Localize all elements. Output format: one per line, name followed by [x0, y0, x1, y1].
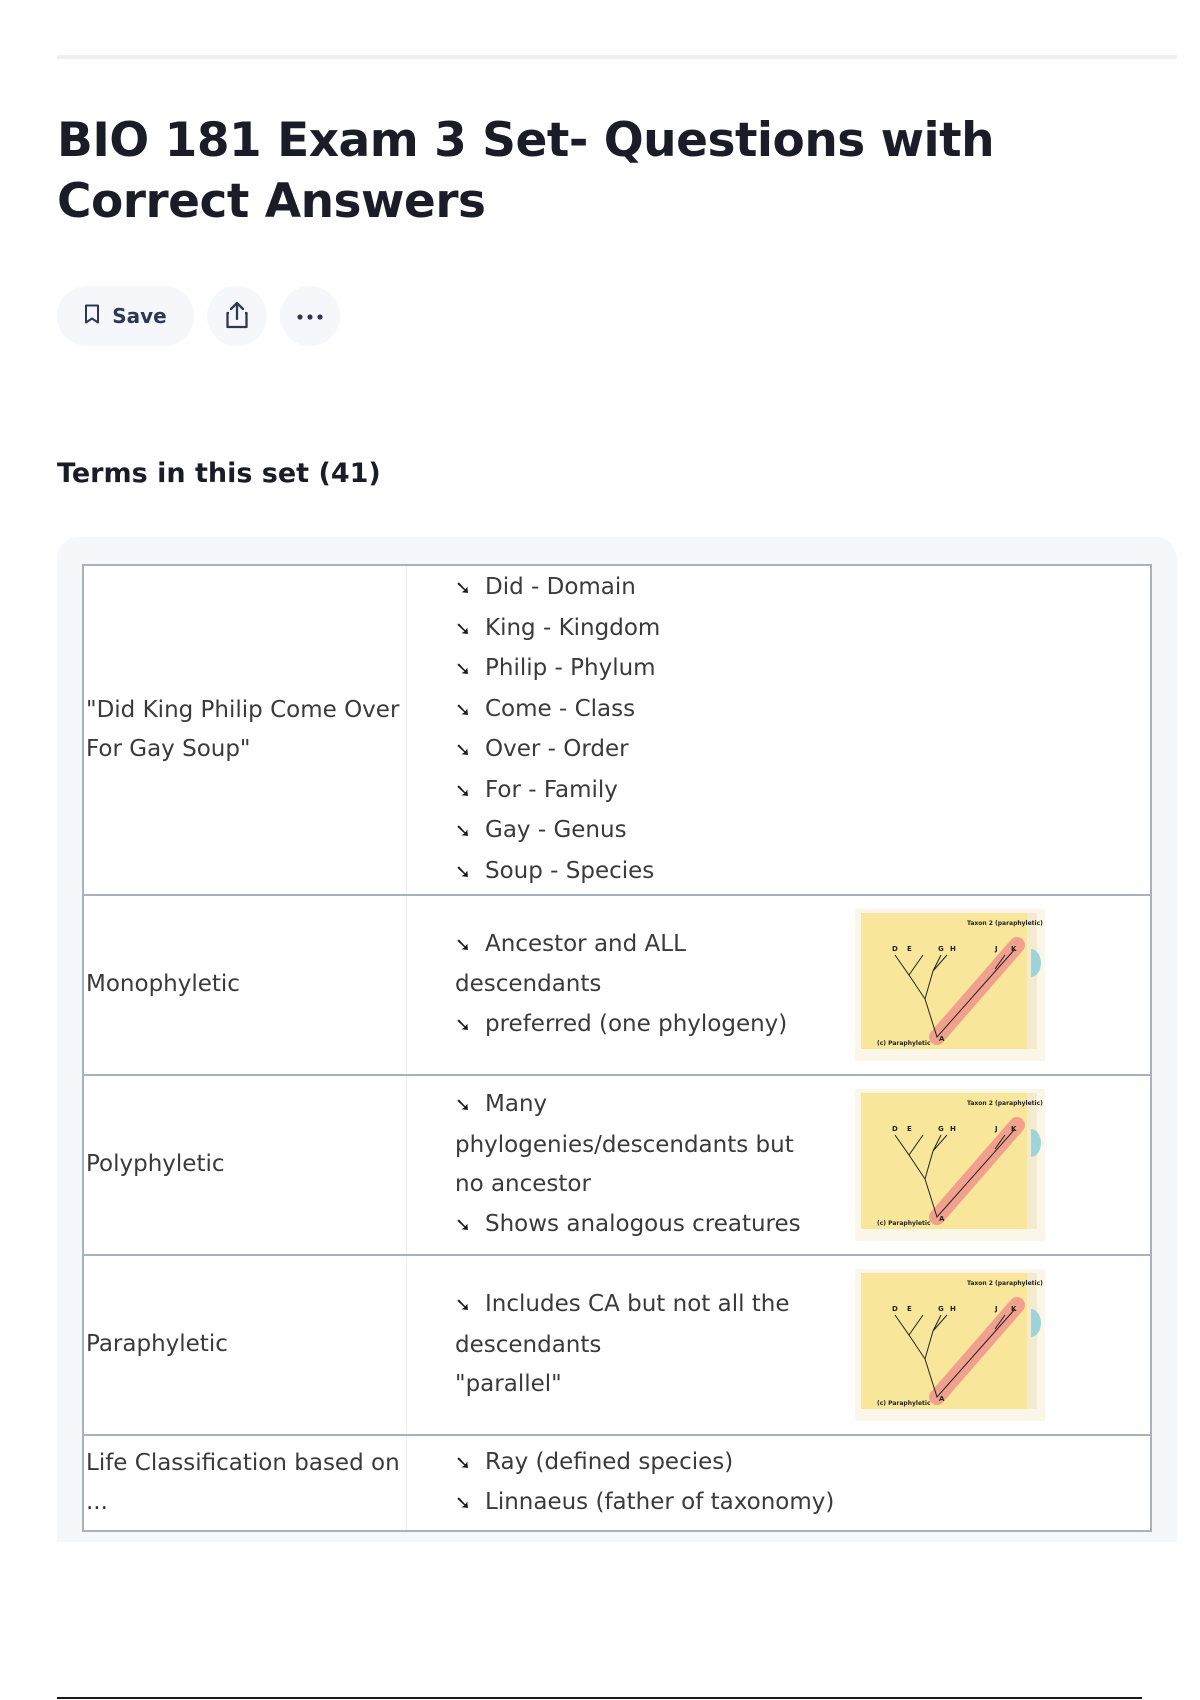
definition-text: Ray (defined species): [485, 1448, 734, 1475]
pushpin-icon: ➘: [455, 658, 471, 680]
definition-text: Soup - Species: [485, 857, 655, 884]
tip-label: G: [938, 1305, 944, 1313]
pushpin-icon: ➘: [455, 1213, 471, 1236]
definition-line: [455, 1126, 855, 1166]
term-text: Polyphyletic: [86, 1151, 225, 1178]
definition-line: [455, 568, 855, 609]
pushpin-icon: ➘: [455, 779, 471, 802]
tip-label: D: [892, 1305, 898, 1313]
definition-text: descendants: [455, 1331, 602, 1358]
definition-line: [455, 925, 855, 966]
tip-label: H: [950, 1125, 956, 1133]
definition-text: "parallel": [455, 1371, 562, 1398]
definition-line: [455, 1483, 855, 1524]
term-cell: [83, 1255, 407, 1435]
definition-line: [455, 1285, 855, 1326]
diagram-caption-bottom: (c) Paraphyletic: [877, 1220, 931, 1227]
definition-text: For - Family: [485, 776, 618, 803]
tip-label: H: [950, 1305, 956, 1313]
pushpin-icon: ➘: [455, 860, 471, 883]
definition-line: [455, 730, 855, 771]
definition-line: [455, 1205, 855, 1246]
pushpin-icon: ➘: [455, 1451, 471, 1474]
definition-line: [455, 1443, 855, 1484]
definition-text: Ancestor and ALL: [485, 930, 686, 957]
definition-text: Philip - Phylum: [485, 655, 656, 681]
definition-text: phylogenies/descendants but: [455, 1131, 794, 1158]
definition-cell: [407, 565, 1152, 895]
pushpin-icon: ➘: [455, 820, 471, 842]
diagram-caption-bottom: (c) Paraphyletic: [877, 1040, 931, 1047]
definition-line: [455, 609, 855, 650]
phylogeny-diagram: [855, 1269, 1045, 1421]
definition-text: Linnaeus (father of taxonomy): [485, 1489, 835, 1515]
term-text: Paraphyletic: [86, 1331, 228, 1358]
term-row: [83, 895, 1151, 1075]
term-row: [83, 1075, 1151, 1255]
ancestor-label: A: [939, 1395, 945, 1403]
term-row: [83, 565, 1151, 895]
term-cell: [83, 565, 407, 895]
tip-label: E: [907, 1125, 912, 1133]
definition-line: [455, 965, 855, 1005]
term-text: Life Classification based on ...: [86, 1449, 400, 1515]
pushpin-icon: ➘: [455, 577, 471, 599]
definition-line: [455, 690, 855, 731]
definition-line: [455, 852, 855, 893]
definition-text: descendants: [455, 971, 602, 998]
tip-label: J: [995, 945, 998, 953]
pushpin-icon: ➘: [455, 933, 471, 956]
definition-cell: [407, 1255, 1152, 1435]
definition-text: Shows analogous creatures: [485, 1210, 801, 1237]
tip-label: E: [907, 1305, 912, 1313]
bottom-divider: [57, 1697, 1142, 1699]
share-icon: [224, 300, 250, 333]
term-row: [83, 1255, 1151, 1435]
definition-line: [455, 1005, 855, 1046]
term-cell: [83, 895, 407, 1075]
ancestor-label: A: [939, 1215, 945, 1223]
term-cell: [83, 1435, 407, 1531]
diagram-caption-top: Taxon 2 (paraphyletic): [967, 1280, 1043, 1287]
definition-text: King - Kingdom: [485, 614, 661, 641]
definition-line: [455, 1365, 855, 1405]
definition-cell: [407, 1075, 1152, 1255]
definition-text: Includes CA but not all the: [485, 1291, 790, 1318]
definition-cell: [407, 1435, 1152, 1531]
terms-table: [82, 564, 1152, 1532]
diagram-caption-top: Taxon 2 (paraphyletic): [967, 1100, 1043, 1107]
phylogeny-diagram: [855, 1089, 1045, 1241]
definition-text: preferred (one phylogeny): [485, 1010, 788, 1037]
definition-text: Did - Domain: [485, 574, 636, 600]
definition-line: [455, 649, 855, 690]
term-text: Monophyletic: [86, 971, 240, 998]
tip-label: J: [995, 1125, 998, 1133]
tip-label: K: [1011, 945, 1017, 953]
definition-text: no ancestor: [455, 1171, 591, 1197]
tip-label: K: [1011, 1125, 1017, 1133]
term-cell: [83, 1075, 407, 1255]
tip-label: E: [907, 945, 912, 953]
pushpin-icon: ➘: [455, 739, 471, 761]
definition-text: Many: [485, 1091, 548, 1117]
pushpin-icon: ➘: [455, 617, 471, 640]
phylogeny-diagram: [855, 909, 1045, 1061]
tip-label: D: [892, 1125, 898, 1133]
pushpin-icon: ➘: [455, 1013, 471, 1036]
share-button[interactable]: [207, 286, 267, 346]
more-options-button[interactable]: [280, 286, 340, 346]
more-horizontal-icon: [296, 309, 324, 324]
definition-line: [455, 1085, 855, 1126]
definition-text: Over - Order: [485, 736, 629, 762]
pushpin-icon: ➘: [455, 698, 471, 721]
bookmark-icon: [84, 304, 100, 329]
page-title: BIO 181 Exam 3 Set- Questions with Correct Answers: [57, 113, 995, 229]
save-button[interactable]: [57, 286, 194, 346]
tip-label: K: [1011, 1305, 1017, 1313]
terms-heading: Terms in this set (41): [57, 458, 381, 489]
tip-label: G: [938, 945, 944, 953]
definition-cell: [407, 895, 1152, 1075]
tip-label: H: [950, 945, 956, 953]
pushpin-icon: ➘: [455, 1294, 471, 1317]
term-text: "Did King Philip Come Over For Gay Soup": [86, 696, 400, 762]
tip-label: D: [892, 945, 898, 953]
definition-line: [455, 1165, 855, 1205]
ancestor-label: A: [939, 1035, 945, 1043]
pushpin-icon: ➘: [455, 1492, 471, 1514]
definition-text: Come - Class: [485, 695, 636, 722]
save-button-label: Save: [112, 304, 167, 328]
definition-line: [455, 1326, 855, 1366]
pushpin-icon: ➘: [455, 1094, 471, 1116]
term-row: [83, 1435, 1151, 1531]
definition-line: [455, 771, 855, 812]
top-divider: [57, 55, 1177, 59]
definition-text: Gay - Genus: [485, 817, 627, 843]
tip-label: J: [995, 1305, 998, 1313]
diagram-caption-top: Taxon 2 (paraphyletic): [967, 920, 1043, 927]
definition-line: [455, 811, 855, 852]
tip-label: G: [938, 1125, 944, 1133]
diagram-caption-bottom: (c) Paraphyletic: [877, 1400, 931, 1407]
